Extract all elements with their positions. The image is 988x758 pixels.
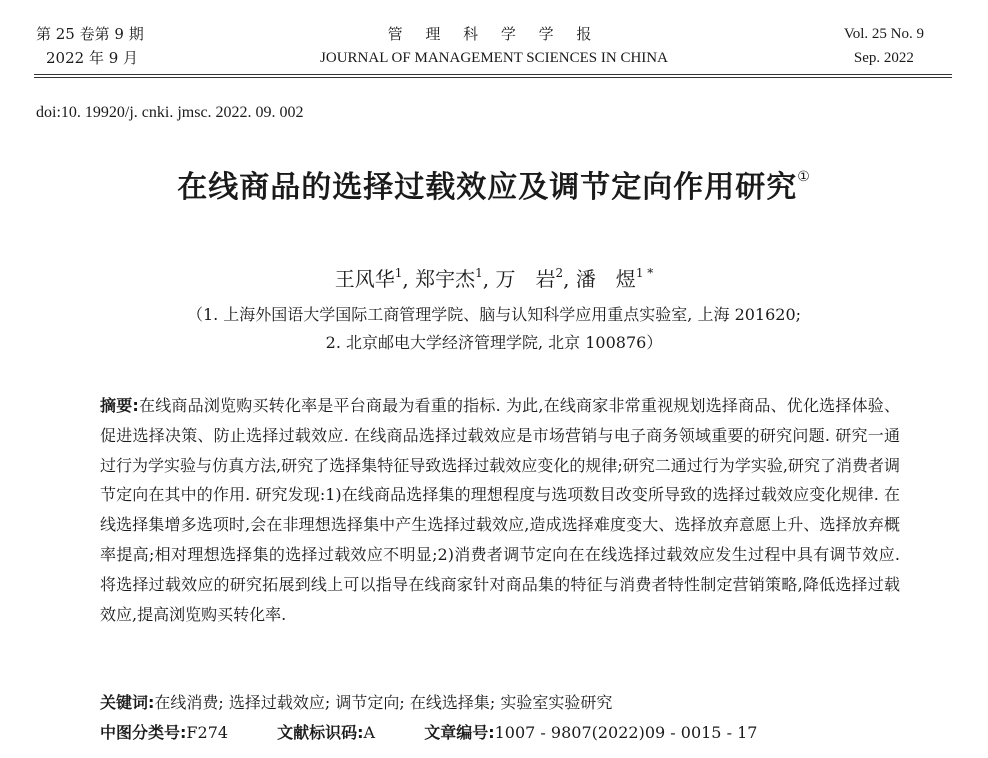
journal-name-cn: 管 理 科 学 学 报 (387, 25, 601, 43)
volume-cn: 第 25 卷第 9 期 (36, 25, 144, 43)
header-rule-thin (34, 77, 952, 78)
affiliation-2: 2. 北京邮电大学经济管理学院, 北京 100876） (325, 333, 663, 352)
clc-value: F274 (186, 723, 229, 742)
author-affil-mark: 1 * (635, 266, 654, 280)
author: 万 岩 (495, 267, 556, 291)
paper-title-text: 在线商品的选择过载效应及调节定向作用研究 (177, 170, 798, 205)
classification-info (100, 720, 960, 743)
author: 郑宇杰 (415, 267, 476, 291)
abstract (100, 391, 900, 629)
doi: doi:10. 19920/j. cnki. jmsc. 2022. 09. 002 (36, 104, 304, 121)
header-right (844, 22, 924, 70)
article-number (424, 723, 757, 742)
header-rule-thick (34, 74, 952, 75)
article-number-value: 1007 - 9807(2022)09 - 0015 - 17 (494, 723, 758, 742)
author-list: 王风华$^1$, 郑宇杰$^1$, 万 岩$^2$, 潘 煜$^{1 *}$ (334, 266, 654, 291)
keywords (100, 690, 612, 713)
author: 王风华 (334, 267, 395, 291)
title-footnote-mark: ① (797, 169, 811, 185)
abstract-text: 在线商品浏览购买转化率是平台商最为看重的指标. 为此,在线商家非常重视规划选择商品、优化选择体验、促进选择决策、防止选择过载效应. 在线商品选择过载效应是市场营销与电子商务领域重要的研究问题. 研究一通过行为学实验与仿真方法,研究了选择集特征导致选择过载效应变化的规律;研究二通过行为学实验,研究了消费者调节定向在其中的作用. 研究发现:1)在线商品选择集的理想程度与选项数目改变所导致的选择过载效应变化规律. 在线选择集增多选项时,会在非理想选择集中产生选择过载效应,造成选择难度变大、选择放弃意愿上升、选择放弃概率提高;相对理想选择集的选择过载效应不明显;2)消费者调节定向在在线选择过载效应发生过程中具有调节效应. 将选择过载效应的研究拓展到线上可以指导在线商家针对商品集的特征与消费者特性制定营销策略,降低选择过载效应,提高浏览购买转化率. (100, 396, 900, 624)
author: 潘 煜 (575, 267, 636, 291)
header-center (0, 22, 988, 70)
doc-code-label: 文献标识码: (277, 723, 364, 742)
paper-title (0, 162, 988, 206)
keywords-label: 关键词: (100, 693, 155, 712)
date-en: Sep. 2022 (853, 50, 914, 66)
author-affil-mark: 1 (394, 266, 403, 280)
author-affil-mark: 1 (475, 266, 483, 280)
clc-label: 中图分类号: (100, 723, 187, 742)
affiliation-1: （1. 上海外国语大学国际工商管理学院、脑与认知科学应用重点实验室, 上海 201620; (186, 305, 802, 324)
doc-code-value: A (363, 723, 376, 742)
article-number-label: 文章编号: (424, 723, 495, 742)
keywords-text: 在线消费; 选择过载效应; 调节定向; 在线选择集; 实验室实验研究 (154, 693, 613, 712)
abstract-label: 摘要: (100, 396, 139, 415)
author-affil-mark: 2 (555, 266, 564, 280)
journal-name-en: JOURNAL OF MANAGEMENT SCIENCES IN CHINA (320, 50, 668, 66)
date-cn: 2022 年 9 月 (46, 49, 139, 67)
clc-number (100, 723, 228, 742)
document-code (277, 723, 375, 742)
volume-en: Vol. 25 No. 9 (843, 26, 924, 42)
